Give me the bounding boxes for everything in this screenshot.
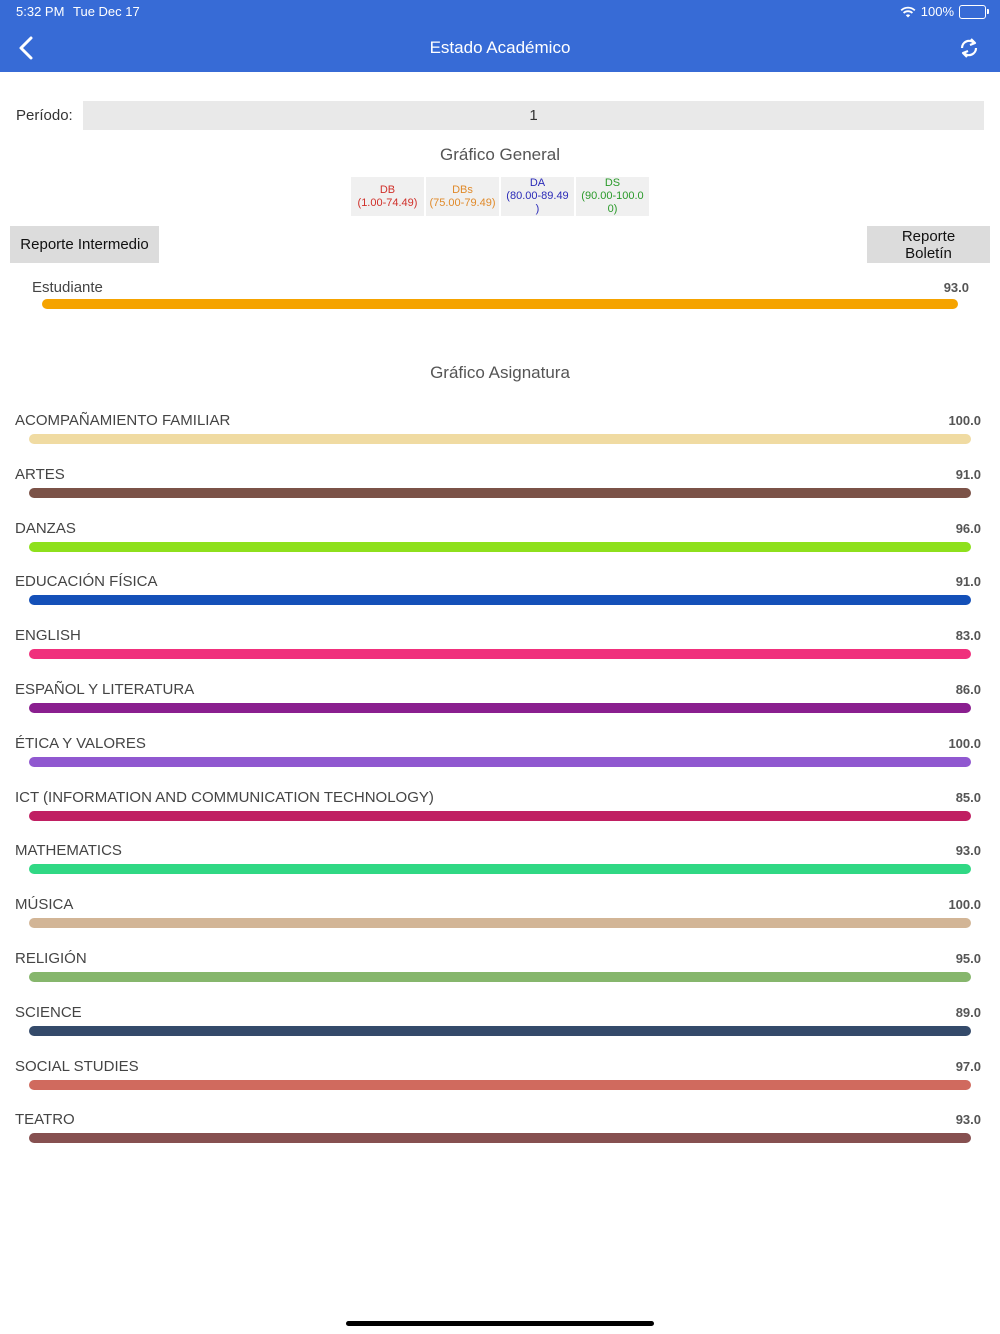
subject-progress-bar [29,811,971,821]
subject-progress-bar [29,542,971,552]
refresh-icon[interactable] [958,36,980,60]
legend-range2: ) [535,203,540,215]
student-value: 93.0 [943,280,969,295]
reporte-intermedio-button[interactable]: Reporte Intermedio [10,226,159,263]
student-progress-bar [42,299,958,309]
subject-label: SOCIAL STUDIES [15,1057,139,1075]
legend-range1: (75.00-79.49) [429,196,496,209]
subject-value: 93.0 [955,843,981,859]
subject-chart-title: Gráfico Asignatura [430,363,570,382]
legend-code: DA [529,177,546,189]
status-indicators [900,4,986,19]
subject-value: 89.0 [955,1004,981,1020]
legend-code: DBs [452,183,473,196]
subject-progress-bar [29,488,971,498]
status-time: 5:32 PM [16,4,65,19]
subject-progress-bar [29,1133,971,1143]
subject-value: 93.0 [955,1112,981,1128]
subject-value: 85.0 [955,789,981,805]
battery-icon [959,5,986,19]
subject-label: ACOMPAÑAMIENTO FAMILIAR [15,412,231,429]
subject-label: MÚSICA [15,896,74,914]
subject-progress-bar [29,595,971,605]
subject-value: 86.0 [955,682,981,697]
subject-label: DANZAS [15,519,76,537]
student-label: Estudiante [32,279,103,296]
legend-item-ds [576,177,649,216]
legend-code: DS [604,177,621,189]
subject-value: 95.0 [955,951,981,966]
subject-value: 100.0 [948,735,981,751]
subject-progress-bar [29,864,971,874]
periodo-label: Período: [16,107,73,124]
grade-legend [351,177,649,216]
legend-item-db [351,177,424,216]
periodo-select[interactable] [83,101,984,130]
subject-label: ESPAÑOL Y LITERATURA [15,681,195,698]
subject-progress-bar [29,757,971,767]
subject-progress-bar [29,972,971,982]
subject-progress-bar [29,649,971,659]
subject-progress-bar [29,1080,971,1090]
home-indicator [346,1321,654,1326]
subject-value: 91.0 [955,466,981,482]
periodo-value: 1 [529,107,538,124]
battery-percent: 100% [920,4,954,19]
subject-label: MATHEMATICS [15,842,122,860]
subject-value: 83.0 [955,628,981,644]
subject-label: SCIENCE [15,1003,82,1021]
subject-value: 97.0 [955,1058,981,1074]
subject-label: RELIGIÓN [15,950,87,967]
legend-range1: (1.00-74.49) [357,196,418,209]
subject-value: 100.0 [948,413,981,428]
reporte-boletin-button[interactable]: Reporte Boletín [867,226,990,263]
subject-value: 100.0 [948,897,981,913]
subject-label: ENGLISH [15,627,81,645]
status-date: Tue Dec 17 [73,4,140,19]
subject-label: ICT (INFORMATION AND COMMUNICATION TECHNOLOGY) [15,788,434,806]
general-chart-title: Gráfico General [440,145,560,164]
legend-item-dbs [426,177,499,216]
subject-progress-bar [29,703,971,713]
wifi-icon [900,6,916,18]
subject-label: EDUCACIÓN FÍSICA [15,573,158,591]
subject-value: 96.0 [955,520,981,536]
subject-label: ARTES [15,465,65,483]
subject-value: 91.0 [955,574,981,590]
legend-code: DB [379,183,396,196]
subject-progress-bar [29,918,971,928]
legend-range2: 0) [607,203,618,215]
subject-label: ÉTICA Y VALORES [15,734,146,752]
top-bar [0,0,1000,72]
legend-range1: (90.00-100.0 [581,190,644,202]
subject-label: TEATRO [15,1111,75,1129]
legend-range1: (80.00-89.49 [506,190,569,202]
page-title: Estado Académico [429,38,571,57]
subject-progress-bar [29,1026,971,1036]
legend-item-da [501,177,574,216]
subject-progress-bar [29,434,971,444]
